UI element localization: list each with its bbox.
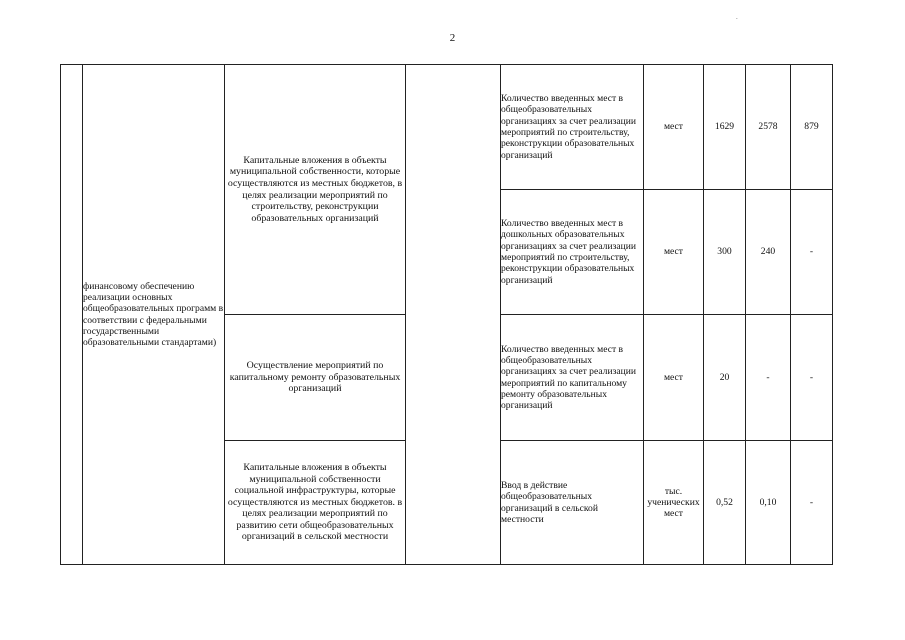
value-cell: 240 (746, 190, 791, 315)
program-table (60, 64, 833, 565)
value-cell: 0,52 (704, 441, 746, 565)
table-row (61, 65, 833, 190)
value-cell: - (791, 315, 833, 441)
value-cell: - (791, 190, 833, 315)
value-cell: 300 (704, 190, 746, 315)
event-cell (225, 315, 406, 441)
unit-cell: мест (644, 65, 704, 190)
unit-cell: тыс. ученических мест (644, 441, 704, 565)
value-cell: 0,10 (746, 441, 791, 565)
indicator-cell: Ввод в действие общеобразовательных организаций в сельской местности (501, 441, 644, 565)
empty-cell (406, 65, 501, 565)
indicator-cell: Количество введенных мест в общеобразовательных организациях за счет реализации мероприятий по строительству, реконструкции образовательных организаций (501, 65, 644, 190)
scan-speck: . (736, 13, 738, 21)
value-cell: - (791, 441, 833, 565)
goal-cell (83, 65, 225, 565)
event-text: Капитальные вложения в объекты муниципальной собственности, которые осуществляются из местных бюджетов, в целях реализации мероприятий по строительству, реконструкции образовательных организаций (227, 154, 403, 224)
event-cell (225, 441, 406, 565)
indicator-cell: Количество введенных мест в дошкольных образовательных организациях за счет реализации мероприятий по строительству, реконструкции образовательных организаций (501, 190, 644, 315)
page-number: 2 (449, 32, 456, 44)
value-cell: 1629 (704, 65, 746, 190)
event-text: Капитальные вложения в объекты муниципальной собственности социальной инфраструктуры, которые осуществляются из местных бюджетов. в целях реализации мероприятий по развитию сети общеобразовательных организаций в сельской местности (227, 461, 403, 543)
value-cell: 20 (704, 315, 746, 441)
event-text: Осуществление мероприятий по капитальному ремонту образовательных организаций (229, 360, 401, 395)
value-cell: 2578 (746, 65, 791, 190)
event-cell (225, 65, 406, 315)
goal-text: финансовому обеспечению реализации основных общеобразовательных программ в соответствии с федеральными государственными образовательными стандартами) (83, 280, 224, 349)
value-cell: 879 (791, 65, 833, 190)
value-cell: - (746, 315, 791, 441)
number-cell (61, 65, 83, 565)
unit-cell: мест (644, 315, 704, 441)
indicator-cell: Количество введенных мест в общеобразовательных организациях за счет реализации мероприятий по капитальному ремонту образовательных организаций (501, 315, 644, 441)
unit-cell: мест (644, 190, 704, 315)
